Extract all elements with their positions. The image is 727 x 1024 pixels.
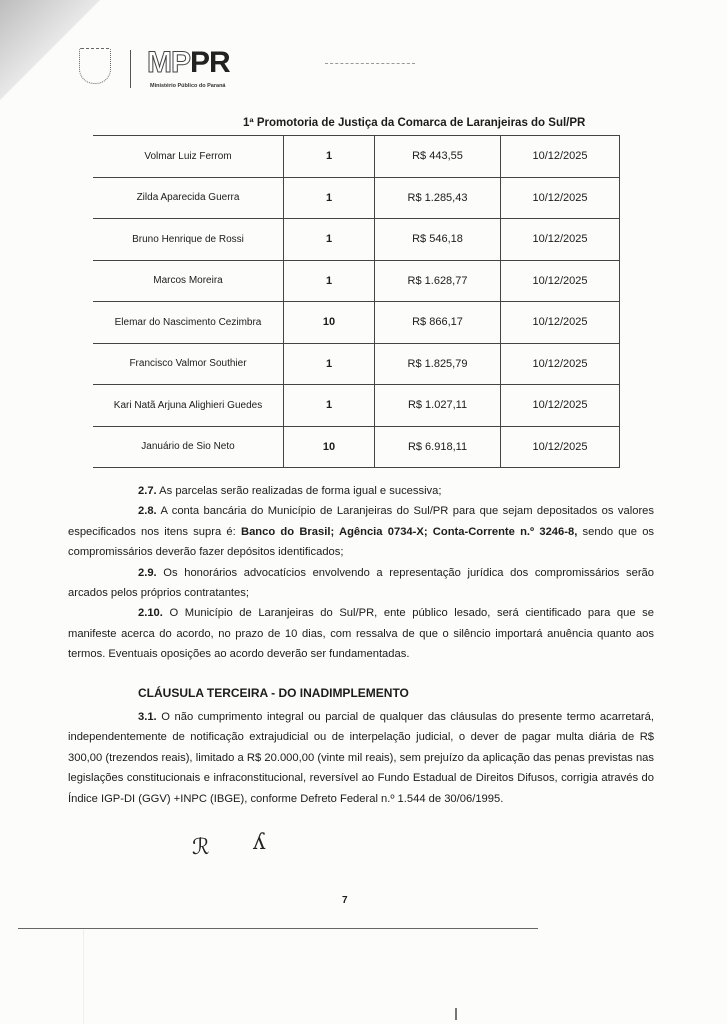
- cell-amount: R$ 443,55: [375, 136, 501, 178]
- page-mark: [455, 1008, 457, 1020]
- clause-2-10: 2.10. O Município de Laranjeiras do Sul/PR, ente público lesado, será cientificado para que se manifeste acerca do acordo, no prazo de 10 dias, com ressalva de que o silêncio importará anuência quanto aos termos. Eventuais oposições ao acordo deverão ser fundamentadas.: [68, 607, 654, 661]
- cell-amount: R$ 1.285,43: [375, 177, 501, 219]
- clauses-section-2: [68, 481, 654, 665]
- clause-2-8: 2.8. A conta bancária do Município de Laranjeiras do Sul/PR para que sejam depositados os valores especificados nos itens supra é: Banco do Brasil; Agência 0734-X; Conta-Corrente n.º 3246-8, sendo que os compromissários deverão fazer depósitos identificados;: [68, 505, 655, 559]
- cell-installments: 1: [284, 219, 375, 261]
- cell-name: Zilda Aparecida Guerra: [93, 177, 284, 219]
- footer-rule: [18, 928, 538, 929]
- cell-date: 10/12/2025: [501, 219, 620, 261]
- page-number: 7: [342, 895, 348, 906]
- coat-of-arms-icon: [79, 48, 111, 84]
- cell-date: 10/12/2025: [501, 385, 620, 427]
- header-divider: [130, 50, 131, 88]
- table-row: [93, 177, 620, 219]
- table-row: [93, 343, 620, 385]
- cell-amount: R$ 1.027,11: [375, 385, 501, 427]
- section-title: CLÁUSULA TERCEIRA - DO INADIMPLEMENTO: [138, 686, 409, 700]
- cell-name: Volmar Luiz Ferrom: [93, 136, 284, 178]
- cell-name: Bruno Henrique de Rossi: [93, 219, 284, 261]
- mppr-logo: MPPR: [147, 46, 230, 79]
- signature-1: ℛ: [192, 835, 210, 860]
- cell-name: Francisco Valmor Southier: [93, 343, 284, 385]
- clause-2-7: 2.7. As parcelas serão realizadas de forma igual e sucessiva;: [138, 485, 442, 497]
- margin-line: [83, 930, 84, 1024]
- bank-account: Banco do Brasil; Agência 0734-X; Conta-Corrente n.º 3246-8,: [241, 525, 578, 538]
- cell-installments: 1: [284, 385, 375, 427]
- table-row: [93, 302, 620, 344]
- cell-name: Elemar do Nascimento Cezimbra: [93, 302, 284, 344]
- cell-name: Kari Natã Arjuna Alighieri Guedes: [93, 385, 284, 427]
- cell-date: 10/12/2025: [501, 260, 620, 302]
- cell-name: Marcos Moreira: [93, 260, 284, 302]
- cell-installments: 1: [284, 260, 375, 302]
- cell-date: 10/12/2025: [501, 177, 620, 219]
- cell-installments: 1: [284, 177, 375, 219]
- cell-name: Januário de Sio Neto: [93, 426, 284, 468]
- table-row: [93, 426, 620, 468]
- logo-subtitle: Ministério Público do Paraná: [150, 83, 226, 89]
- installments-table: [93, 135, 620, 468]
- clause-3-1: 3.1. O não cumprimento integral ou parcial de qualquer das cláusulas do presente termo acarretará, independentemente de notificação extrajudicial ou de interpelação judicial, o dever de pagar multa diária de R$ 300,00 (trezendos reais), limitado a R$ 20.000,00 (vinte mil reais), sem prejuízo da aplicação das penas previstas nas legislações constitucionais e infraconstitucional, reversível ao Fundo Estadual de Direitos Difusos, corrigia através do Índice IGP-DI (GGV) +INPC (IBGE), conforme Defreto Federal n.º 1.544 de 30/06/1995.: [68, 711, 654, 805]
- cell-date: 10/12/2025: [501, 426, 620, 468]
- table-row: [93, 219, 620, 261]
- office-title: 1ª Promotoria de Justiça da Comarca de Laranjeiras do Sul/PR: [243, 117, 586, 129]
- cell-installments: 1: [284, 343, 375, 385]
- cell-amount: R$ 866,17: [375, 302, 501, 344]
- cell-installments: 1: [284, 136, 375, 178]
- cell-amount: R$ 1.825,79: [375, 343, 501, 385]
- clause-2-9: 2.9. Os honorários advocatícios envolvendo a representação jurídica dos compromissários serão arcados pelos próprios contratantes;: [68, 566, 654, 600]
- cell-amount: R$ 6.918,11: [375, 426, 501, 468]
- cell-date: 10/12/2025: [501, 136, 620, 178]
- cell-amount: R$ 546,18: [375, 219, 501, 261]
- cell-installments: 10: [284, 426, 375, 468]
- signature-2: ʎ: [253, 830, 266, 855]
- clauses-section-3: [68, 707, 654, 809]
- cell-date: 10/12/2025: [501, 302, 620, 344]
- cell-installments: 10: [284, 302, 375, 344]
- cell-amount: R$ 1.628,77: [375, 260, 501, 302]
- table-row: [93, 136, 620, 178]
- table-row: [93, 260, 620, 302]
- table-row: [93, 385, 620, 427]
- header-rule: [325, 63, 415, 65]
- cell-date: 10/12/2025: [501, 343, 620, 385]
